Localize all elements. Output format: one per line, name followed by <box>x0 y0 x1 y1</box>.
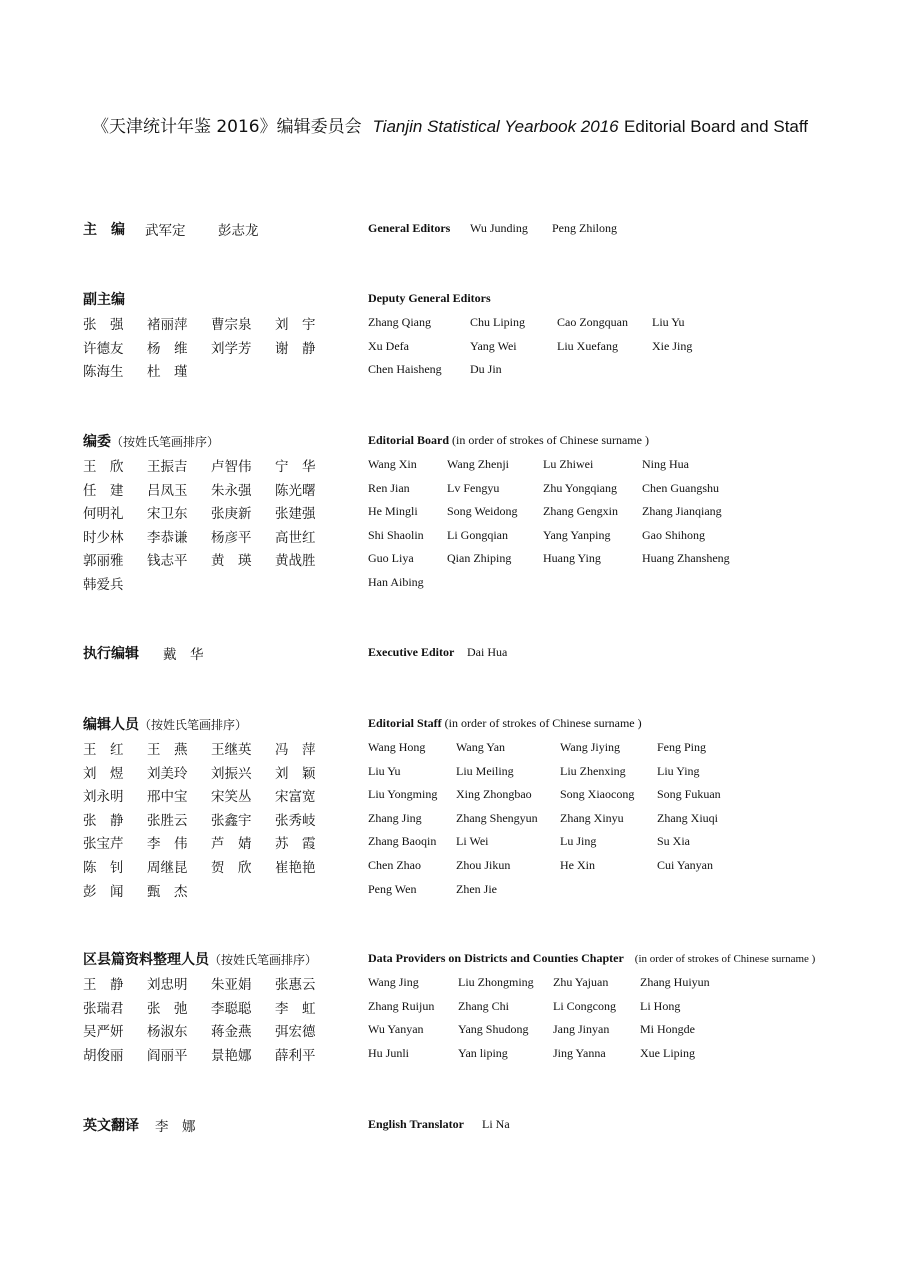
staff-en-name: Lu Jing <box>560 834 597 849</box>
board-en-note: (in order of strokes of Chinese surname ) <box>452 433 649 447</box>
staff-en-name: Su Xia <box>657 834 690 849</box>
page-title <box>0 112 900 137</box>
deputy-zh-name: 谢 静 <box>275 340 316 357</box>
executive-zh-name: 戴 华 <box>163 647 204 663</box>
staff-zh-name: 崔艳艳 <box>275 860 316 876</box>
deputy-zh-name: 杜 瑾 <box>147 364 188 381</box>
districts-zh-name: 张 弛 <box>147 1000 188 1017</box>
staff-zh-name: 邢中宝 <box>147 789 188 806</box>
districts-en-name: Jing Yanna <box>553 1045 606 1060</box>
staff-zh-name: 苏 霞 <box>275 836 316 853</box>
deputy-en-name: Cao Zongquan <box>557 315 628 329</box>
board-zh-name: 宋卫东 <box>147 506 188 523</box>
deputy-en-name: Liu Xuefang <box>557 338 618 353</box>
executive-en-name: Dai Hua <box>467 645 508 659</box>
board-zh-name: 陈光曙 <box>275 482 316 499</box>
staff-zh-name: 张胜云 <box>147 812 188 829</box>
staff-zh-name: 宋富宽 <box>275 789 316 806</box>
translator-en-name: Li Na <box>482 1117 510 1131</box>
executive-zh-heading <box>83 643 139 663</box>
deputy-zh-name: 陈海生 <box>83 364 124 381</box>
board-en-name: Shi Shaolin <box>368 527 424 542</box>
staff-zh-name: 周继昆 <box>147 860 188 876</box>
staff-zh-name: 王继英 <box>211 742 252 758</box>
staff-en-name: He Xin <box>560 858 595 872</box>
staff-en-name: Liu Yu <box>368 763 401 778</box>
board-zh-name: 李恭谦 <box>147 529 188 546</box>
board-en-name: Ning Hua <box>642 457 689 471</box>
board-zh-name: 张建强 <box>275 506 316 523</box>
board-en-name: Han Aibing <box>368 575 424 589</box>
board-en-name: Li Gongqian <box>447 527 508 542</box>
deputy-en-heading <box>368 291 491 306</box>
staff-en-name: Xing Zhongbao <box>456 787 532 802</box>
staff-en-name: Song Fukuan <box>657 787 721 802</box>
districts-en-heading <box>368 951 815 966</box>
staff-zh-name: 冯 萍 <box>275 742 316 758</box>
deputy-en-title: Deputy General Editors <box>368 291 491 305</box>
staff-en-name: Liu Ying <box>657 763 700 778</box>
deputy-zh-name: 曹宗泉 <box>211 317 252 333</box>
staff-zh-name: 宋笑丛 <box>211 789 252 806</box>
staff-zh-name: 张宝芹 <box>83 836 124 853</box>
board-zh-name: 郭丽雅 <box>83 553 124 570</box>
deputy-en-name: Chen Haisheng <box>368 362 442 377</box>
board-en-name: Gao Shihong <box>642 527 705 542</box>
staff-en-title: Editorial Staff <box>368 716 442 730</box>
districts-en-name: Xue Liping <box>640 1045 695 1060</box>
districts-zh-name: 王 静 <box>83 977 124 993</box>
staff-en-name: Zhang Shengyun <box>456 810 538 825</box>
staff-en-name: Liu Meiling <box>456 763 514 778</box>
deputy-zh-name: 褚丽萍 <box>147 317 188 333</box>
districts-en-name: Mi Hongde <box>640 1022 695 1037</box>
districts-zh-name: 李聪聪 <box>211 1000 252 1017</box>
districts-zh-name: 吴严妍 <box>83 1024 124 1041</box>
board-zh-name: 黄 瑛 <box>211 553 252 570</box>
board-zh-name: 朱永强 <box>211 482 252 499</box>
board-zh-name: 任 建 <box>83 482 124 499</box>
districts-en-name: Liu Zhongming <box>458 975 534 989</box>
deputy-en-name: Chu Liping <box>470 315 526 329</box>
board-zh-title: 编委 <box>83 434 111 450</box>
board-en-name: Lu Zhiwei <box>543 457 594 471</box>
staff-zh-name: 王 燕 <box>147 742 188 758</box>
staff-zh-heading <box>83 714 247 734</box>
staff-en-note: (in order of strokes of Chinese surname ) <box>444 716 642 730</box>
executive-en-title: Executive Editor <box>368 645 455 659</box>
districts-en-name: Zhang Huiyun <box>640 975 710 989</box>
staff-zh-name: 刘 颖 <box>275 765 316 782</box>
general_editors-zh-name: 武军定 <box>145 223 186 239</box>
deputy-zh-name: 许德友 <box>83 340 124 357</box>
districts-zh-name: 杨淑东 <box>147 1024 188 1041</box>
staff-zh-name: 甄 杰 <box>147 883 188 900</box>
deputy-en-name: Xu Defa <box>368 338 409 353</box>
staff-zh-name: 贺 欣 <box>211 860 252 876</box>
staff-en-name: Feng Ping <box>657 740 707 754</box>
deputy-zh-name: 杨 维 <box>147 340 188 357</box>
board-zh-note: （按姓氏笔画排序） <box>111 435 220 449</box>
general_editors-zh-title: 主 编 <box>83 222 125 238</box>
general_editors-en-title: General Editors <box>368 221 451 235</box>
board-en-name: He Mingli <box>368 504 418 519</box>
title-zh: 《天津统计年鉴 2016》编辑委员会 <box>91 117 362 137</box>
board-zh-name: 卢智伟 <box>211 459 252 475</box>
staff-en-name: Zhen Jie <box>456 881 497 896</box>
board-en-name: Chen Guangshu <box>642 480 719 495</box>
staff-zh-name: 陈 钊 <box>83 860 124 876</box>
districts-zh-name: 薛利平 <box>275 1047 316 1064</box>
staff-zh-name: 彭 闻 <box>83 883 124 900</box>
translator-zh-title: 英文翻译 <box>83 1118 139 1134</box>
districts-en-name: Li Hong <box>640 998 681 1013</box>
deputy-zh-name: 刘学芳 <box>211 340 252 357</box>
board-en-name: Zhang Jianqiang <box>642 504 722 519</box>
districts-en-name: Yang Shudong <box>458 1022 529 1037</box>
board-zh-name: 王振吉 <box>147 459 188 475</box>
board-en-name: Zhang Gengxin <box>543 504 618 519</box>
general_editors-en-heading <box>368 221 450 236</box>
staff-zh-name: 王 红 <box>83 742 124 758</box>
districts-zh-name: 张瑞君 <box>83 1000 124 1017</box>
staff-en-name: Song Xiaocong <box>560 787 635 802</box>
board-zh-name: 张庚新 <box>211 506 252 523</box>
staff-zh-name: 张秀岐 <box>275 812 316 829</box>
deputy-en-name: Du Jin <box>470 362 502 377</box>
staff-en-name: Zhou Jikun <box>456 858 511 872</box>
board-zh-name: 韩爱兵 <box>83 577 124 593</box>
districts-zh-name: 蒋金燕 <box>211 1024 252 1041</box>
staff-zh-name: 李 伟 <box>147 836 188 853</box>
staff-en-name: Wang Jiying <box>560 740 621 754</box>
staff-en-name: Wang Yan <box>456 740 506 754</box>
board-en-name: Yang Yanping <box>543 527 611 542</box>
staff-zh-note: （按姓氏笔画排序） <box>139 718 248 732</box>
staff-en-name: Chen Zhao <box>368 858 421 872</box>
districts-zh-name: 弭宏德 <box>275 1024 316 1041</box>
title-en-italic: Tianjin Statistical Yearbook 2016 <box>372 117 619 136</box>
districts-en-name: Yan liping <box>458 1045 508 1060</box>
board-zh-name: 王 欣 <box>83 459 124 475</box>
board-zh-name: 高世红 <box>275 529 316 546</box>
deputy-zh-heading <box>83 289 125 309</box>
board-zh-name: 钱志平 <box>147 553 188 570</box>
board-zh-name: 何明礼 <box>83 506 124 523</box>
districts-zh-heading <box>83 949 317 969</box>
staff-en-name: Zhang Xiuqi <box>657 810 718 825</box>
board-en-name: Ren Jian <box>368 480 410 495</box>
deputy-zh-title: 副主编 <box>83 292 125 308</box>
translator-zh-name: 李 娜 <box>155 1119 196 1135</box>
translator-zh-heading <box>83 1115 139 1135</box>
general_editors-zh-name: 彭志龙 <box>218 223 259 239</box>
deputy-zh-name: 刘 宇 <box>275 317 316 333</box>
board-en-heading <box>368 433 649 448</box>
staff-en-name: Peng Wen <box>368 881 417 896</box>
board-zh-name: 杨彦平 <box>211 529 252 546</box>
translator-en-title: English Translator <box>368 1117 464 1131</box>
staff-zh-name: 刘美玲 <box>147 765 188 782</box>
board-zh-name: 黄战胜 <box>275 553 316 570</box>
board-zh-name: 吕凤玉 <box>147 482 188 499</box>
staff-zh-name: 芦 婧 <box>211 836 252 853</box>
staff-zh-name: 张鑫宇 <box>211 812 252 829</box>
board-en-name: Zhu Yongqiang <box>543 480 618 495</box>
board-zh-heading <box>83 431 219 451</box>
board-en-name: Wang Zhenji <box>447 457 510 471</box>
general_editors-en-name: Peng Zhilong <box>552 221 617 235</box>
districts-zh-name: 张惠云 <box>275 977 316 993</box>
board-en-name: Huang Zhansheng <box>642 551 730 566</box>
board-en-name: Lv Fengyu <box>447 480 500 495</box>
general_editors-zh-heading <box>83 219 125 239</box>
districts-zh-title: 区县篇资料整理人员 <box>83 952 209 968</box>
districts-en-note: (in order of strokes of Chinese surname ) <box>634 953 816 965</box>
deputy-en-name: Xie Jing <box>652 338 693 353</box>
districts-en-name: Wang Jing <box>368 975 419 989</box>
deputy-en-name: Liu Yu <box>652 315 685 329</box>
districts-zh-name: 刘忠明 <box>147 977 188 993</box>
board-zh-name: 宁 华 <box>275 459 316 475</box>
staff-en-name: Liu Yongming <box>368 787 438 802</box>
districts-en-name: Jang Jinyan <box>553 1022 610 1037</box>
staff-en-name: Cui Yanyan <box>657 858 714 872</box>
districts-en-name: Zhu Yajuan <box>553 975 609 989</box>
board-en-name: Guo Liya <box>368 551 414 566</box>
deputy-zh-name: 张 强 <box>83 317 124 333</box>
staff-zh-name: 刘永明 <box>83 789 124 806</box>
districts-en-name: Wu Yanyan <box>368 1022 424 1037</box>
districts-zh-name: 胡俊丽 <box>83 1047 124 1064</box>
translator-en-heading <box>368 1117 464 1132</box>
districts-zh-name: 阎丽平 <box>147 1047 188 1064</box>
staff-zh-title: 编辑人员 <box>83 717 139 733</box>
districts-zh-name: 朱亚娟 <box>211 977 252 993</box>
executive-en-heading <box>368 645 454 660</box>
board-en-name: Song Weidong <box>447 504 518 519</box>
board-en-name: Qian Zhiping <box>447 551 512 566</box>
staff-en-name: Li Wei <box>456 834 489 849</box>
staff-zh-name: 刘振兴 <box>211 765 252 782</box>
districts-zh-name: 李 虹 <box>275 1000 316 1017</box>
deputy-en-name: Yang Wei <box>470 338 517 353</box>
districts-en-name: Zhang Chi <box>458 998 509 1013</box>
staff-en-name: Zhang Xinyu <box>560 810 624 825</box>
staff-en-name: Zhang Baoqin <box>368 834 437 849</box>
staff-zh-name: 刘 煜 <box>83 765 124 782</box>
districts-en-title: Data Providers on Districts and Counties Chapter <box>368 951 624 965</box>
districts-zh-name: 景艳娜 <box>211 1047 252 1064</box>
staff-en-name: Liu Zhenxing <box>560 763 626 778</box>
staff-zh-name: 张 静 <box>83 812 124 829</box>
board-zh-name: 时少林 <box>83 529 124 546</box>
districts-en-name: Hu Junli <box>368 1045 410 1060</box>
deputy-en-name: Zhang Qiang <box>368 315 431 329</box>
districts-en-name: Zhang Ruijun <box>368 998 435 1013</box>
districts-en-name: Li Congcong <box>553 998 616 1013</box>
staff-en-name: Wang Hong <box>368 740 426 754</box>
staff-en-heading <box>368 716 642 731</box>
board-en-name: Wang Xin <box>368 457 417 471</box>
title-en: Editorial Board and Staff <box>624 117 809 136</box>
executive-zh-title: 执行编辑 <box>83 646 139 662</box>
staff-en-name: Zhang Jing <box>368 810 422 825</box>
board-en-title: Editorial Board <box>368 433 450 447</box>
districts-zh-note: （按姓氏笔画排序） <box>209 953 318 967</box>
general_editors-en-name: Wu Junding <box>470 221 528 235</box>
board-en-name: Huang Ying <box>543 551 601 566</box>
